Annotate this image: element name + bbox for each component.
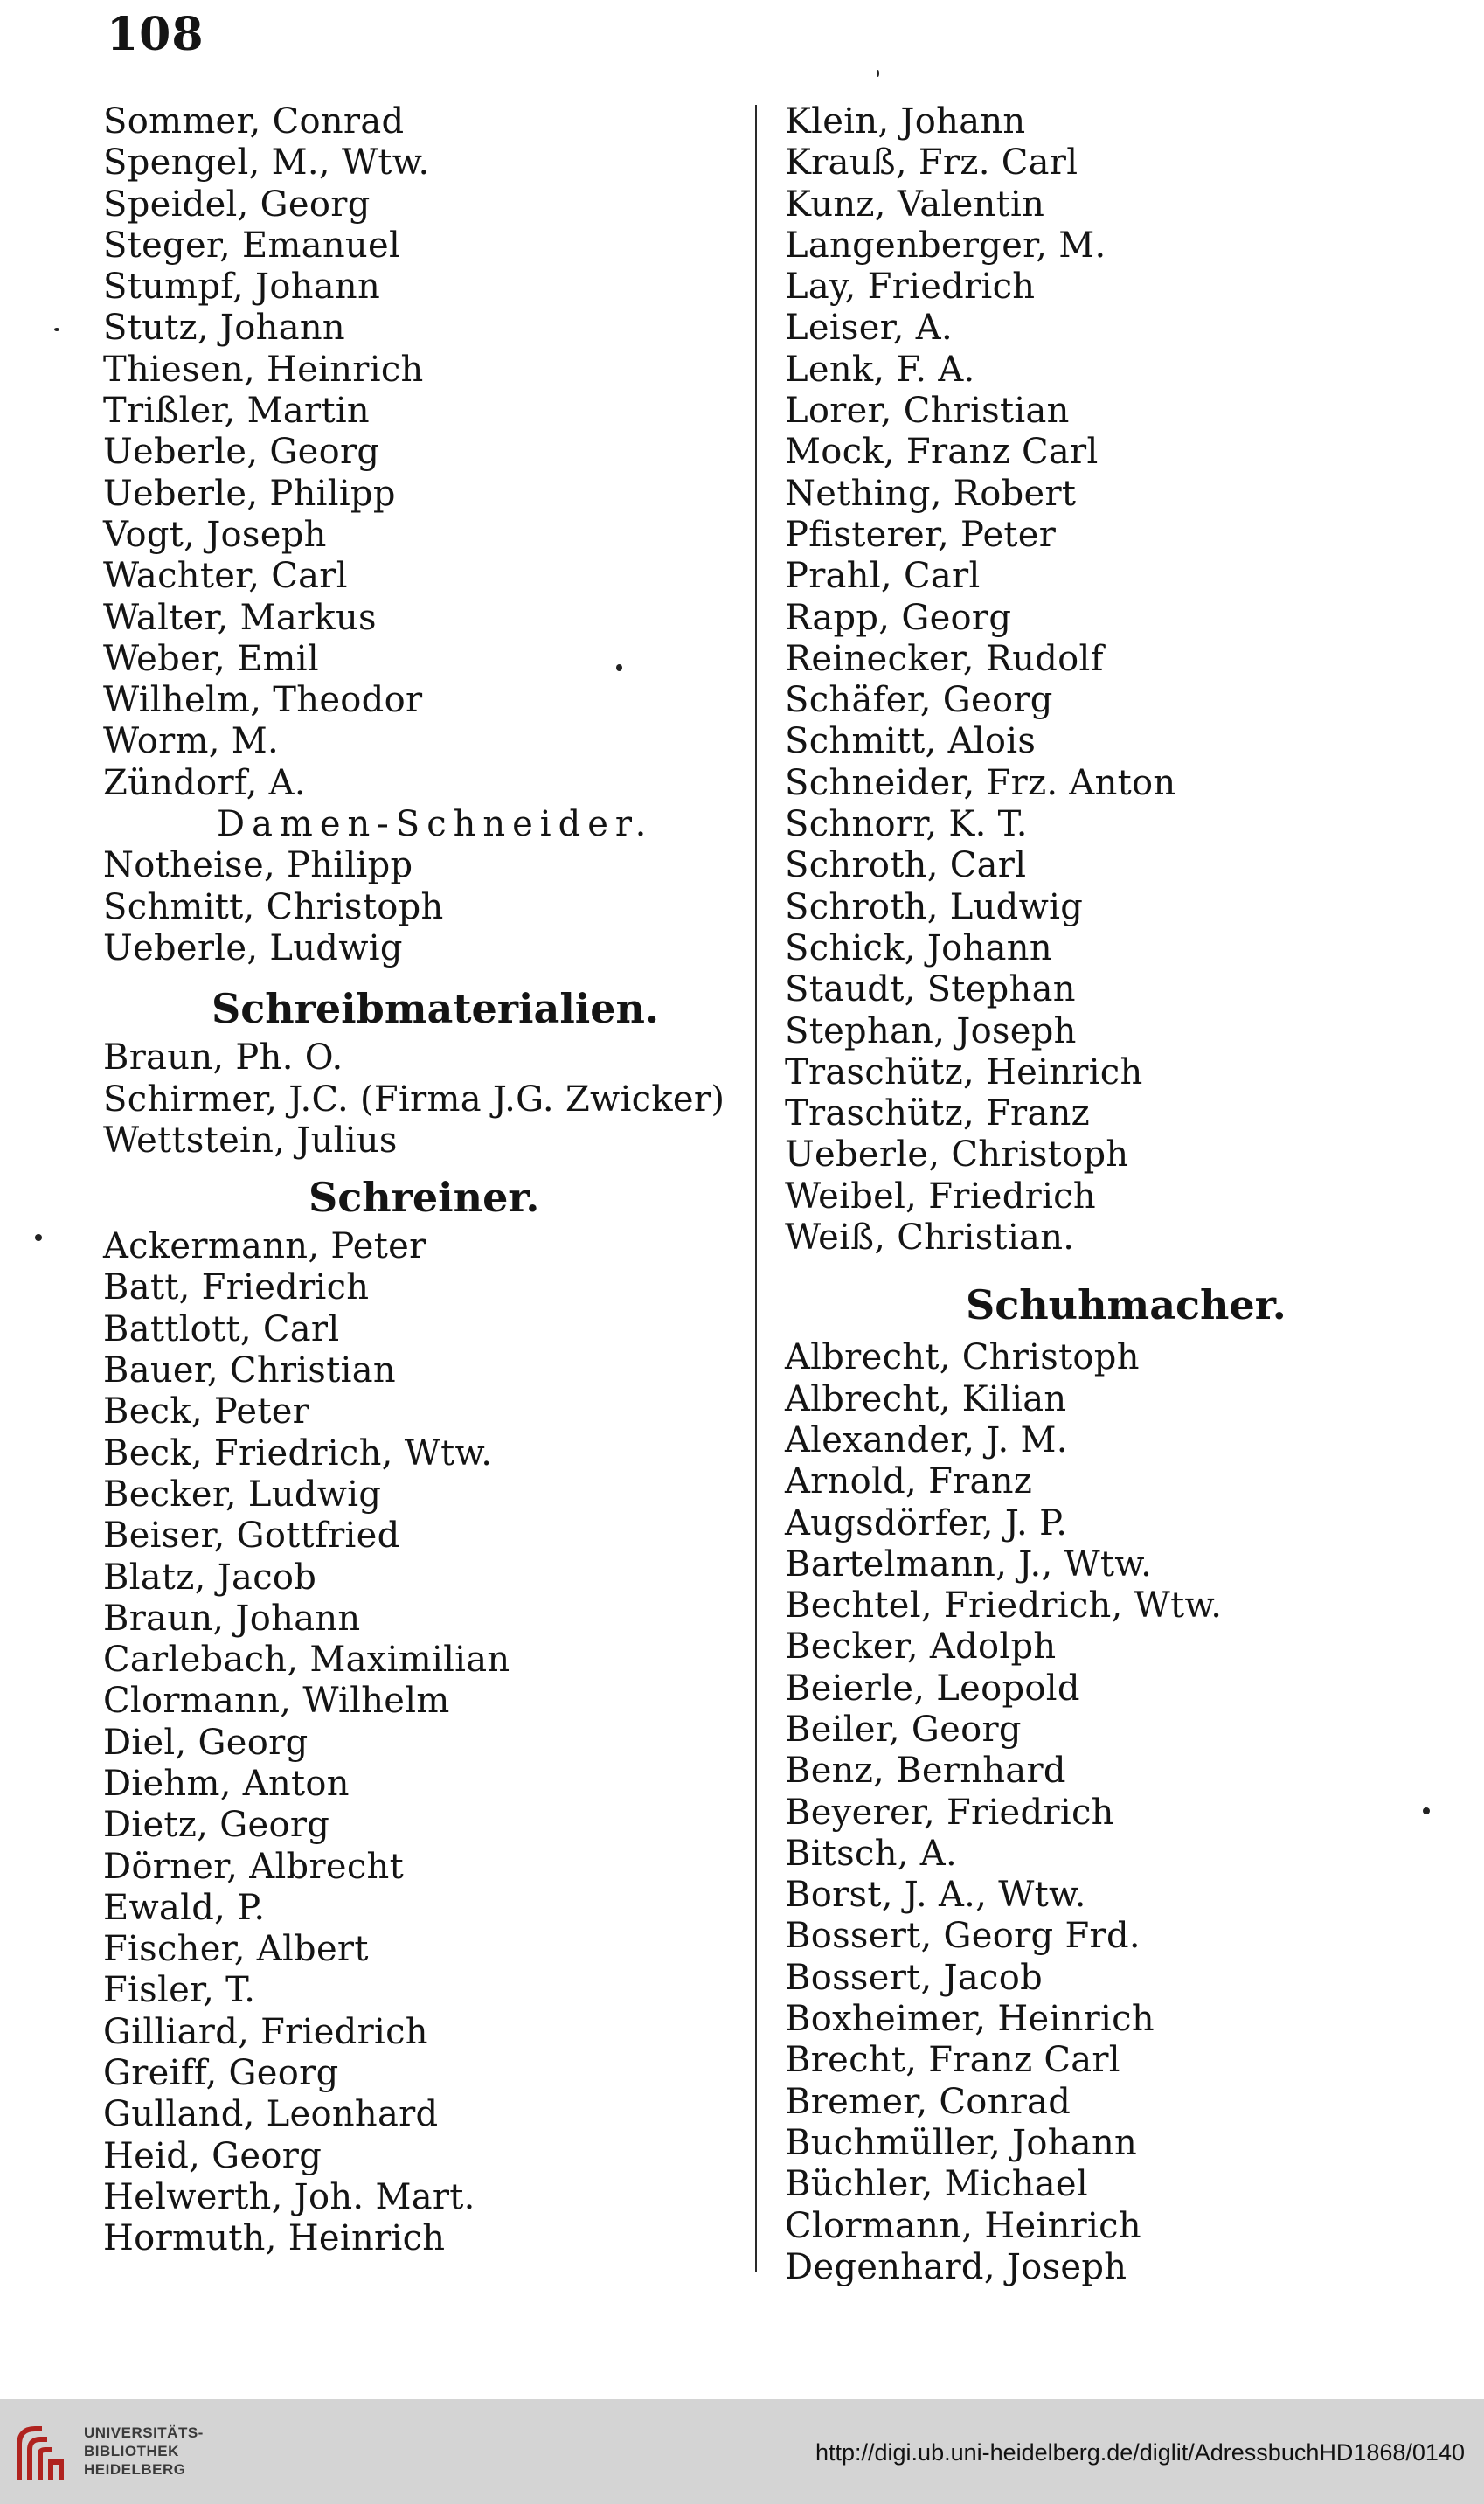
- directory-entry: Lenk, F. A.: [785, 349, 975, 390]
- directory-entry: Bitsch, A.: [785, 1833, 957, 1874]
- entry-list: [103, 101, 750, 804]
- directory-entry: Mock, Franz Carl: [785, 432, 1099, 473]
- directory-entry: Bossert, Georg Frd.: [785, 1916, 1141, 1957]
- directory-entry: Thiesen, Heinrich: [103, 349, 424, 390]
- directory-entry: Steger, Emanuel: [103, 225, 401, 266]
- directory-entry: Batt, Friedrich: [103, 1267, 370, 1308]
- section-subheading-damen-schneider: Damen-Schneider.: [217, 804, 654, 845]
- directory-entry: Kunz, Valentin: [785, 184, 1045, 225]
- directory-entry: Helwerth, Joh. Mart.: [103, 2176, 475, 2217]
- directory-entry: Clormann, Heinrich: [785, 2205, 1141, 2246]
- page-number: 108: [107, 8, 205, 61]
- directory-entry: Weibel, Friedrich: [785, 1176, 1096, 1217]
- directory-entry: Ewald, P.: [103, 1887, 266, 1928]
- directory-entry: Blatz, Jacob: [103, 1557, 317, 1598]
- entry-list: [103, 845, 750, 969]
- scan-speck: [616, 664, 622, 671]
- university-library-logo-icon: [12, 2418, 73, 2487]
- directory-entry: Reinecker, Rudolf: [785, 638, 1104, 679]
- directory-entry: Spengel, M., Wtw.: [103, 142, 430, 184]
- directory-entry: Schneider, Frz. Anton: [785, 762, 1176, 803]
- directory-entry: Traschütz, Heinrich: [785, 1051, 1143, 1092]
- directory-entry: Ueberle, Philipp: [103, 473, 396, 514]
- entry-list: [785, 101, 1432, 1259]
- library-name: [84, 2424, 204, 2479]
- directory-entry: Ueberle, Ludwig: [103, 927, 403, 968]
- section-heading-schuhmacher: Schuhmacher.: [966, 1281, 1286, 1329]
- directory-entry: Lay, Friedrich: [785, 267, 1036, 308]
- scan-speck: [877, 70, 879, 77]
- directory-entry: Prahl, Carl: [785, 556, 981, 597]
- directory-entry: Becker, Adolph: [785, 1627, 1057, 1668]
- directory-entry: Büchler, Michael: [785, 2164, 1088, 2205]
- scan-speck: [54, 328, 59, 331]
- directory-entry: Ueberle, Georg: [103, 432, 380, 473]
- source-url[interactable]: http://digi.ub.uni-heidelberg.de/diglit/AdressbuchHD1868/0140: [815, 2439, 1465, 2466]
- directory-entry: Speidel, Georg: [103, 184, 371, 225]
- directory-entry: Albrecht, Kilian: [785, 1378, 1067, 1419]
- directory-entry: Lorer, Christian: [785, 391, 1070, 432]
- directory-entry: Boxheimer, Heinrich: [785, 1999, 1155, 2040]
- directory-entry: Diel, Georg: [103, 1722, 309, 1763]
- directory-entry: Weber, Emil: [103, 638, 319, 679]
- directory-entry: Wilhelm, Theodor: [103, 680, 423, 721]
- directory-entry: Braun, Ph. O.: [103, 1037, 343, 1079]
- right-column: [785, 101, 1432, 2288]
- directory-entry: Beierle, Leopold: [785, 1668, 1080, 1709]
- directory-entry: Beck, Friedrich, Wtw.: [103, 1432, 493, 1474]
- directory-entry: Ackermann, Peter: [103, 1226, 426, 1267]
- library-name-line: BIBLIOTHEK: [84, 2443, 179, 2459]
- directory-entry: Wachter, Carl: [103, 556, 348, 597]
- left-column: [103, 101, 750, 2260]
- directory-entry: Heid, Georg: [103, 2135, 322, 2176]
- directory-entry: Bechtel, Friedrich, Wtw.: [785, 1585, 1223, 1627]
- directory-entry: Ueberle, Christoph: [785, 1134, 1129, 1176]
- column-divider: [755, 105, 757, 2272]
- directory-entry: Zündorf, A.: [103, 762, 306, 803]
- directory-entry: Schmitt, Alois: [785, 721, 1037, 762]
- directory-entry: Leiser, A.: [785, 308, 953, 349]
- directory-entry: Alexander, J. M.: [785, 1419, 1068, 1460]
- directory-entry: Augsdörfer, J. P.: [785, 1502, 1068, 1543]
- directory-entry: Battlott, Carl: [103, 1308, 340, 1349]
- directory-entry: Langenberger, M.: [785, 225, 1106, 266]
- directory-entry: Stephan, Joseph: [785, 1010, 1077, 1051]
- directory-entry: Bremer, Conrad: [785, 2081, 1071, 2122]
- directory-entry: Dietz, Georg: [103, 1805, 330, 1846]
- directory-entry: Borst, J. A., Wtw.: [785, 1875, 1086, 1916]
- scan-speck: [35, 1234, 42, 1241]
- directory-entry: Rapp, Georg: [785, 597, 1012, 638]
- directory-entry: Becker, Ludwig: [103, 1474, 382, 1515]
- directory-entry: Beiser, Gottfried: [103, 1516, 400, 1557]
- directory-entry: Hormuth, Heinrich: [103, 2218, 446, 2259]
- directory-entry: Pfisterer, Peter: [785, 514, 1057, 555]
- directory-entry: Dörner, Albrecht: [103, 1846, 404, 1887]
- directory-entry: Vogt, Joseph: [103, 514, 327, 555]
- directory-entry: Traschütz, Franz: [785, 1093, 1091, 1134]
- directory-entry: Trißler, Martin: [103, 391, 370, 432]
- directory-entry: Beyerer, Friedrich: [785, 1792, 1114, 1833]
- directory-entry: Buchmüller, Johann: [785, 2122, 1138, 2163]
- footer-bar: [0, 2399, 1484, 2504]
- directory-entry: Schroth, Ludwig: [785, 886, 1084, 927]
- directory-entry: Schirmer, J.C. (Firma J.G. Zwicker): [103, 1079, 725, 1120]
- directory-entry: Walter, Markus: [103, 597, 377, 638]
- directory-entry: Schroth, Carl: [785, 845, 1027, 886]
- section-heading-schreibmaterialien: Schreibmaterialien.: [212, 985, 659, 1033]
- directory-entry: Gilliard, Friedrich: [103, 2011, 428, 2052]
- entry-list: [103, 1226, 750, 2259]
- directory-entry: Arnold, Franz: [785, 1461, 1033, 1502]
- directory-entry: Clormann, Wilhelm: [103, 1681, 450, 1722]
- directory-entry: Benz, Bernhard: [785, 1751, 1066, 1792]
- directory-entry: Bartelmann, J., Wtw.: [785, 1543, 1153, 1585]
- directory-entry: Notheise, Philipp: [103, 845, 413, 886]
- directory-entry: Schmitt, Christoph: [103, 886, 444, 927]
- directory-entry: Weiß, Christian.: [785, 1217, 1075, 1259]
- directory-entry: Diehm, Anton: [103, 1763, 350, 1804]
- directory-entry: Fischer, Albert: [103, 1929, 369, 1970]
- directory-entry: Wettstein, Julius: [103, 1120, 398, 1161]
- directory-entry: Beck, Peter: [103, 1391, 310, 1432]
- directory-entry: Stumpf, Johann: [103, 267, 381, 308]
- directory-entry: Klein, Johann: [785, 101, 1026, 142]
- directory-entry: Fisler, T.: [103, 1970, 256, 2011]
- directory-entry: Gulland, Leonhard: [103, 2094, 439, 2135]
- directory-entry: Bossert, Jacob: [785, 1957, 1044, 1998]
- entry-list: [103, 1037, 750, 1162]
- directory-entry: Stutz, Johann: [103, 308, 345, 349]
- directory-entry: Krauß, Frz. Carl: [785, 142, 1078, 184]
- directory-entry: Staudt, Stephan: [785, 969, 1076, 1010]
- library-name-line: UNIVERSITÄTS-: [84, 2424, 204, 2441]
- directory-entry: Greiff, Georg: [103, 2053, 339, 2094]
- directory-entry: Brecht, Franz Carl: [785, 2040, 1120, 2081]
- directory-entry: Albrecht, Christoph: [785, 1337, 1140, 1378]
- scan-speck: [1423, 1807, 1430, 1814]
- directory-entry: Sommer, Conrad: [103, 101, 405, 142]
- directory-entry: Schnorr, K. T.: [785, 804, 1028, 845]
- entry-list: [785, 1337, 1432, 2288]
- directory-entry: Schick, Johann: [785, 927, 1052, 968]
- directory-entry: Braun, Johann: [103, 1598, 361, 1639]
- directory-entry: Carlebach, Maximilian: [103, 1640, 510, 1681]
- directory-entry: Worm, M.: [103, 721, 280, 762]
- directory-entry: Beiler, Georg: [785, 1709, 1022, 1750]
- directory-entry: Degenhard, Joseph: [785, 2246, 1127, 2287]
- library-name-line: HEIDELBERG: [84, 2461, 186, 2478]
- directory-entry: Nething, Robert: [785, 473, 1077, 514]
- section-heading-schreiner: Schreiner.: [309, 1174, 540, 1222]
- directory-entry: Schäfer, Georg: [785, 680, 1053, 721]
- directory-entry: Bauer, Christian: [103, 1350, 396, 1391]
